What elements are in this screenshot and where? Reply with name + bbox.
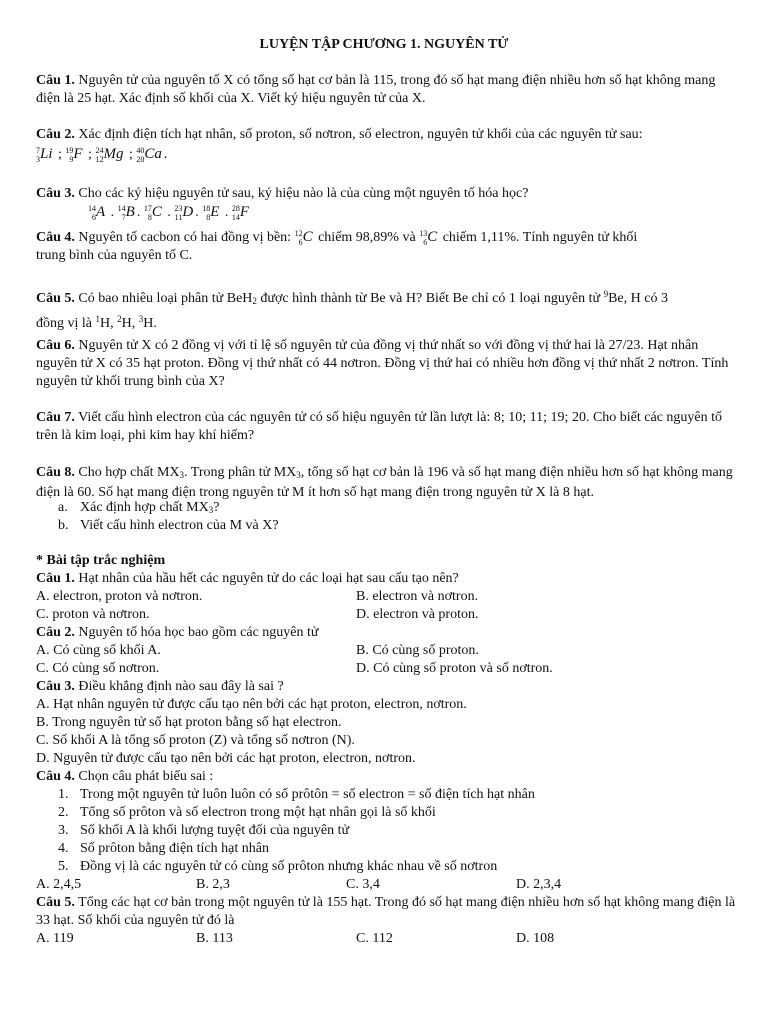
mc3-option-d: D. Nguyên tử được cấu tạo nên bởi các hạt proton, electron, nơtron. xyxy=(36,751,416,766)
question-label: Câu 5. xyxy=(36,291,75,306)
question-6 xyxy=(36,337,736,391)
mc4-statement-3: 3. Số khối A là khối lượng tuyệt đối của nguyên tử xyxy=(58,823,350,838)
atom-symbol: 40 20 Ca . xyxy=(136,145,168,164)
mc-question-5: Câu 5. Tổng các hạt cơ bản trong một nguyên tử là 155 hạt. Trong đó số hạt mang điện nhiều hơn số hạt không mang điện là 33 hạt. Số khối của nguyên tử đó là xyxy=(36,895,736,928)
mc2-option-a: A. Có cùng số khối A. xyxy=(36,643,161,658)
mc5-option-b: B. 113 xyxy=(196,931,233,946)
mc2-option-c: C. Có cùng số nơtron. xyxy=(36,661,160,676)
question-2 xyxy=(36,126,736,144)
question-8: Câu 8. Cho hợp chất $MX_3$. Trong phân tử $MX_3$, tổng số hạt cơ bản là 196 và số hạt mang điện nhiều hơn số hạt không mang điện là 60. Số hạt mang điện trong nguyên tử M ít hơn số hạt mang điện trong nguyên tử X là 8 hạt. xyxy=(36,465,733,500)
mc2-option-d: D. Có cùng số proton và số nơtron. xyxy=(356,661,553,676)
question-text: Nguyên tử của nguyên tố X có tổng số hạt cơ bản là 115, trong đó số hạt mang điện nhiều hơn số hạt không mang điện là 25 hạt. Xác định số khối của X. Viết ký hiệu nguyên tử của X. xyxy=(36,73,716,106)
atom-symbol: 24 12 Mg ; xyxy=(95,145,133,164)
question-7 xyxy=(36,409,736,445)
question-label: Câu 4. xyxy=(36,230,75,245)
mc-heading: * Bài tập trắc nghiệm xyxy=(36,553,166,568)
page-title: LUYỆN TẬP CHƯƠNG 1. NGUYÊN TỬ xyxy=(259,37,509,52)
question-3 xyxy=(36,185,736,203)
atom-symbol: 19 9 F ; xyxy=(65,145,92,164)
question-text: Viết cấu hình electron của các nguyên tử có số hiệu nguyên tử lần lượt là: 8; 10; 11; 19; 20. Cho biết các nguyên tố trên là kim loại, phi kim hay khí hiếm? xyxy=(36,410,723,443)
question-label: Câu 2. xyxy=(36,127,75,142)
mc-question-4: Câu 4. Chọn câu phát biểu sai : xyxy=(36,769,214,784)
atom-symbol: 18 8 E . xyxy=(202,203,229,222)
question-1 xyxy=(36,72,736,108)
mc4-statement-5: 5. Đồng vị là các nguyên tử có cùng số prôton nhưng khác nhau về số nơtron xyxy=(58,859,498,874)
mc3-option-a: A. Hạt nhân nguyên tử được cấu tạo nên bởi các hạt proton, electron, nơtron. xyxy=(36,697,467,712)
question-label: Câu 6. xyxy=(36,338,75,353)
mc5-option-a: A. 119 xyxy=(36,931,74,946)
mc4-option-a: A. 2,4,5 xyxy=(36,877,82,892)
mc4-statement-2: 2. Tổng số prôton và số electron trong một hạt nhân gọi là số khối xyxy=(58,805,436,820)
question-text: Nguyên tử X có 2 đồng vị với tỉ lệ số nguyên tử của đồng vị thứ nhất so với đồng vị thứ hai là 27/23. Hạt nhân nguyên tử X có 35 hạt proton. Đồng vị thứ nhất có 44 nơtron. Đồng vị thứ hai có nhiều hơn đồng vị thứ nhất 2 nơtron. Tính nguyên tử khối trung bình của X? xyxy=(36,338,729,389)
mc2-option-b: B. Có cùng số proton. xyxy=(356,643,479,658)
mc-question-2: Câu 2. Nguyên tố hóa học bao gồm các nguyên tử xyxy=(36,625,319,640)
mc-question-1: Câu 1. Hạt nhân của hầu hết các nguyên tử do các loại hạt sau cấu tạo nên? xyxy=(36,571,459,586)
mc5-option-d: D. 108 xyxy=(516,931,555,946)
atom-symbol: 23 11 D . xyxy=(174,203,199,222)
mc5-option-c: C. 112 xyxy=(356,931,393,946)
question-label: Câu 8. xyxy=(36,465,75,480)
mc4-option-b: B. 2,3 xyxy=(196,877,230,892)
question-5: Câu 5. Có bao nhiêu loại phân tử BeH$_2$ được hình thành từ Be và H? Biết Be chỉ có 1 loại nguyên tử $^9$Be, H có 3 đồng vị là $^1$H, $^2$H, $^3$H. xyxy=(36,289,668,331)
isotope-c12: 12 6 C xyxy=(294,228,313,247)
mc3-option-c: C. Số khối A là tổng số proton (Z) và tổng số nơtron (N). xyxy=(36,733,355,748)
question-4: Câu 4. Nguyên tố cacbon có hai đồng vị bền: 12 6 C chiếm 98,89% và 13 6 C chiếm 1,11%. Tính nguyên tử khối trung bình của nguyên tố C. xyxy=(36,228,638,263)
atom-symbol: 14 6 A . xyxy=(88,203,115,222)
mc4-statement-4: 4. Số prôton bằng điện tích hạt nhân xyxy=(58,841,269,856)
q3-symbols xyxy=(88,203,688,222)
atom-symbol: 14 7 B . xyxy=(117,203,141,222)
question-label: Câu 1. xyxy=(36,73,75,88)
mc4-option-c: C. 3,4 xyxy=(346,877,380,892)
mc1-option-b: B. electron và nơtron. xyxy=(356,589,479,604)
question-text: Cho các ký hiệu nguyên tử sau, ký hiệu nào là của cùng một nguyên tố hóa học? xyxy=(78,186,529,201)
mc1-option-c: C. proton và nơtron. xyxy=(36,607,150,622)
mc4-option-d: D. 2,3,4 xyxy=(516,877,562,892)
isotope-c13: 13 6 C xyxy=(419,228,438,247)
q2-symbols xyxy=(36,145,736,164)
q8-part-a: a. Xác định hợp chất $MX_3$? xyxy=(58,500,220,515)
mc4-statement-1: 1. Trong một nguyên tử luôn luôn có số prôtôn = số electron = số điện tích hạt nhân xyxy=(58,787,535,802)
atom-symbol: 17 8 C . xyxy=(143,203,171,222)
question-label: Câu 3. xyxy=(36,186,75,201)
question-label: Câu 7. xyxy=(36,410,75,425)
atom-symbol: 28 14 F xyxy=(231,203,250,222)
question-text: Xác định điện tích hạt nhân, số proton, số nơtron, số electron, nguyên tử khối của các nguyên tử sau: xyxy=(78,127,643,142)
q8-part-b: b. Viết cấu hình electron của M và X? xyxy=(58,518,279,533)
mc1-option-a: A. electron, proton và nơtron. xyxy=(36,589,203,604)
mc1-option-d: D. electron và proton. xyxy=(356,607,479,622)
mc3-option-b: B. Trong nguyên tử số hạt proton bằng số hạt electron. xyxy=(36,715,342,730)
mc-question-3: Câu 3. Điều khẳng định nào sau đây là sai ? xyxy=(36,679,284,694)
atom-symbol: 7 3 Li ; xyxy=(36,145,62,164)
